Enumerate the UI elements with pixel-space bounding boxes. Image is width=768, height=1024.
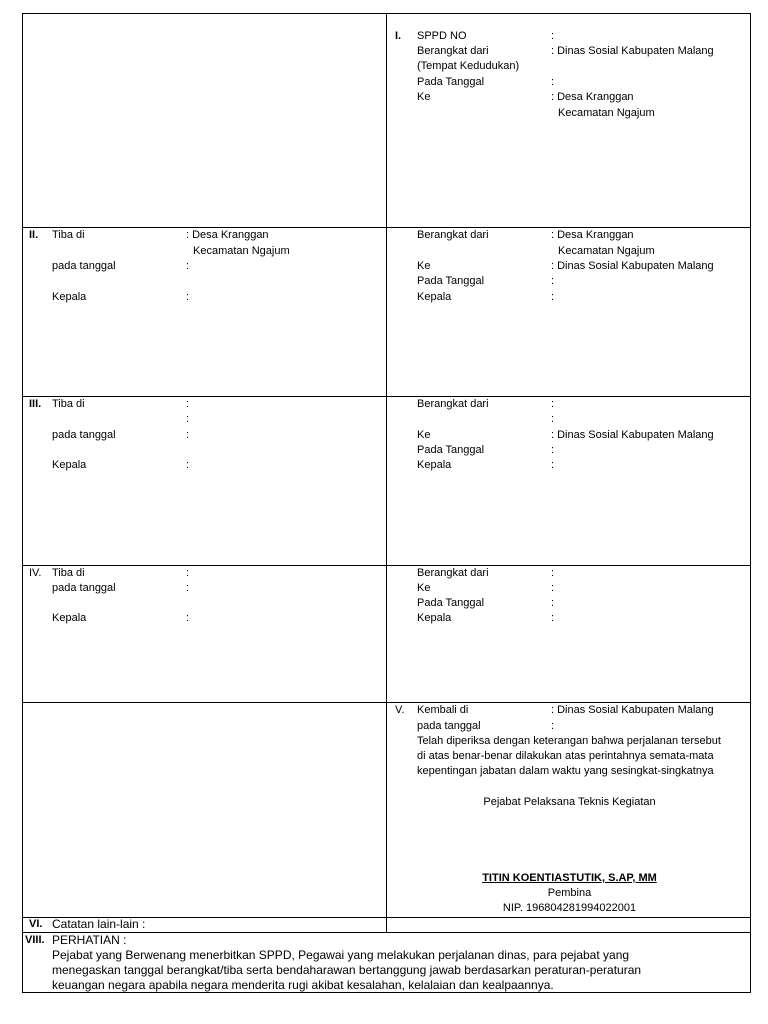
sec3-r-berangkat-label: Berangkat dari [417, 398, 489, 410]
sec5-note-line-3: kepentingan jabatan dalam waktu yang sesingkat-singkatnya [417, 765, 714, 777]
sec1-ke-value-2: Kecamatan Ngajum [558, 107, 655, 119]
sec1-berangkat-label: Berangkat dari [417, 45, 489, 57]
sec4-tiba-value: : [186, 567, 190, 579]
sec3-number: III. [29, 398, 42, 410]
sec3-r-ke-label: Ke [417, 429, 431, 441]
sec1-sppd-value: : [551, 30, 555, 42]
sec6-label: Catatan lain-lain : [52, 917, 146, 931]
sec3-r-berangkat-value-1: : [551, 398, 555, 410]
sec4-kepala-value: : [186, 612, 190, 624]
sec1-ke-label: Ke [417, 91, 431, 103]
sec4-number: IV. [29, 567, 42, 579]
sppd-form [22, 13, 751, 993]
sec1-sppd-label: SPPD NO [417, 30, 467, 42]
sec4-tanggal-label: pada tanggal [52, 582, 116, 594]
sec1-berangkat-value: : Dinas Sosial Kabupaten Malang [551, 45, 714, 57]
sec4-r-berangkat-label: Berangkat dari [417, 567, 489, 579]
sec5-signatory-name: TITIN KOENTIASTUTIK, S.AP, MM [482, 872, 657, 884]
sec1-tanggal-value: : [551, 76, 555, 88]
sec3-tanggal-value: : [186, 429, 190, 441]
sec2-r-ke-value: : Dinas Sosial Kabupaten Malang [551, 260, 714, 272]
sec1-ke-value-1: : Desa Kranggan [551, 91, 634, 103]
sec2-r-berangkat-value-2: Kecamatan Ngajum [558, 245, 655, 257]
sec5-tanggal-value: : [551, 720, 555, 732]
sec3-tiba-label: Tiba di [52, 398, 85, 410]
sec3-kepala-value: : [186, 459, 190, 471]
sec2-kepala-label: Kepala [52, 291, 87, 303]
sec5-tanggal-label: pada tanggal [417, 720, 481, 732]
sec2-tanggal-label: pada tanggal [52, 260, 116, 272]
sec2-number: II. [29, 229, 39, 241]
sec4-r-tanggal-label: Pada Tanggal [417, 597, 485, 609]
sec1-tanggal-label: Pada Tanggal [417, 76, 485, 88]
sec3-r-tanggal-value: : [551, 444, 555, 456]
sec4-tanggal-value: : [186, 582, 190, 594]
sec2-r-tanggal-label: Pada Tanggal [417, 275, 485, 287]
sec2-r-berangkat-label: Berangkat dari [417, 229, 489, 241]
sec2-tiba-value-2: Kecamatan Ngajum [193, 245, 290, 257]
sec4-r-kepala-value: : [551, 612, 555, 624]
sec8-number: VIII. [25, 934, 45, 946]
divider-1 [23, 227, 750, 228]
sec3-tiba-value-2: : [186, 413, 190, 425]
sec2-r-berangkat-value-1: : Desa Kranggan [551, 229, 634, 241]
sec5-number: V. [395, 704, 405, 716]
sec5-note-line-1: Telah diperiksa dengan keterangan bahwa perjalanan tersebut [417, 735, 721, 747]
sec4-r-tanggal-value: : [551, 597, 555, 609]
sec5-kembali-label: Kembali di [417, 704, 469, 716]
sec3-r-kepala-value: : [551, 459, 555, 471]
sec3-tanggal-label: pada tanggal [52, 429, 116, 441]
sec5-signatory-rank: Pembina [547, 887, 592, 899]
sec3-kepala-label: Kepala [52, 459, 87, 471]
sec8-line-1: Pejabat yang Berwenang menerbitkan SPPD, Pegawai yang melakukan perjalanan dinas, para pejabat yang [52, 948, 630, 962]
sec4-r-kepala-label: Kepala [417, 612, 452, 624]
divider-3 [23, 565, 750, 566]
sec8-line-3: keuangan negara apabila negara menderita rugi akibat kesalahan, kelalaian dan kealpaannya. [52, 978, 554, 992]
sec8-title: PERHATIAN : [52, 933, 127, 947]
sec3-r-tanggal-label: Pada Tanggal [417, 444, 485, 456]
sec5-signatory-nip: NIP. 196804281994022001 [502, 902, 637, 914]
sec5-kembali-value: : Dinas Sosial Kabupaten Malang [551, 704, 714, 716]
sec8-line-2: menegaskan tanggal berangkat/tiba serta bendaharawan bertanggung jawab berdasarkan peraturan-peraturan [52, 963, 642, 977]
sec2-r-tanggal-value: : [551, 275, 555, 287]
sec5-pejabat-title: Pejabat Pelaksana Teknis Kegiatan [483, 796, 656, 808]
sec4-r-berangkat-value: : [551, 567, 555, 579]
sec1-tempat-label: (Tempat Kedudukan) [417, 60, 520, 72]
sec4-tiba-label: Tiba di [52, 567, 85, 579]
sec2-kepala-value: : [186, 291, 190, 303]
sec3-r-ke-value: : Dinas Sosial Kabupaten Malang [551, 429, 714, 441]
divider-6 [23, 932, 750, 933]
sec2-tanggal-value: : [186, 260, 190, 272]
sec4-r-ke-label: Ke [417, 582, 431, 594]
sec4-r-ke-value: : [551, 582, 555, 594]
sec5-note-line-2: di atas benar-benar dilakukan atas perintahnya semata-mata [417, 750, 714, 762]
sec4-kepala-label: Kepala [52, 612, 87, 624]
sec2-r-kepala-label: Kepala [417, 291, 452, 303]
sec2-r-ke-label: Ke [417, 260, 431, 272]
sec6-number: VI. [29, 918, 43, 930]
sec3-r-berangkat-value-2: : [551, 413, 555, 425]
sec3-tiba-value-1: : [186, 398, 190, 410]
sec2-tiba-label: Tiba di [52, 229, 85, 241]
sec2-tiba-value-1: : Desa Kranggan [186, 229, 269, 241]
sec1-number: I. [395, 30, 402, 42]
sec3-r-kepala-label: Kepala [417, 459, 452, 471]
sec2-r-kepala-value: : [551, 291, 555, 303]
divider-2 [23, 396, 750, 397]
